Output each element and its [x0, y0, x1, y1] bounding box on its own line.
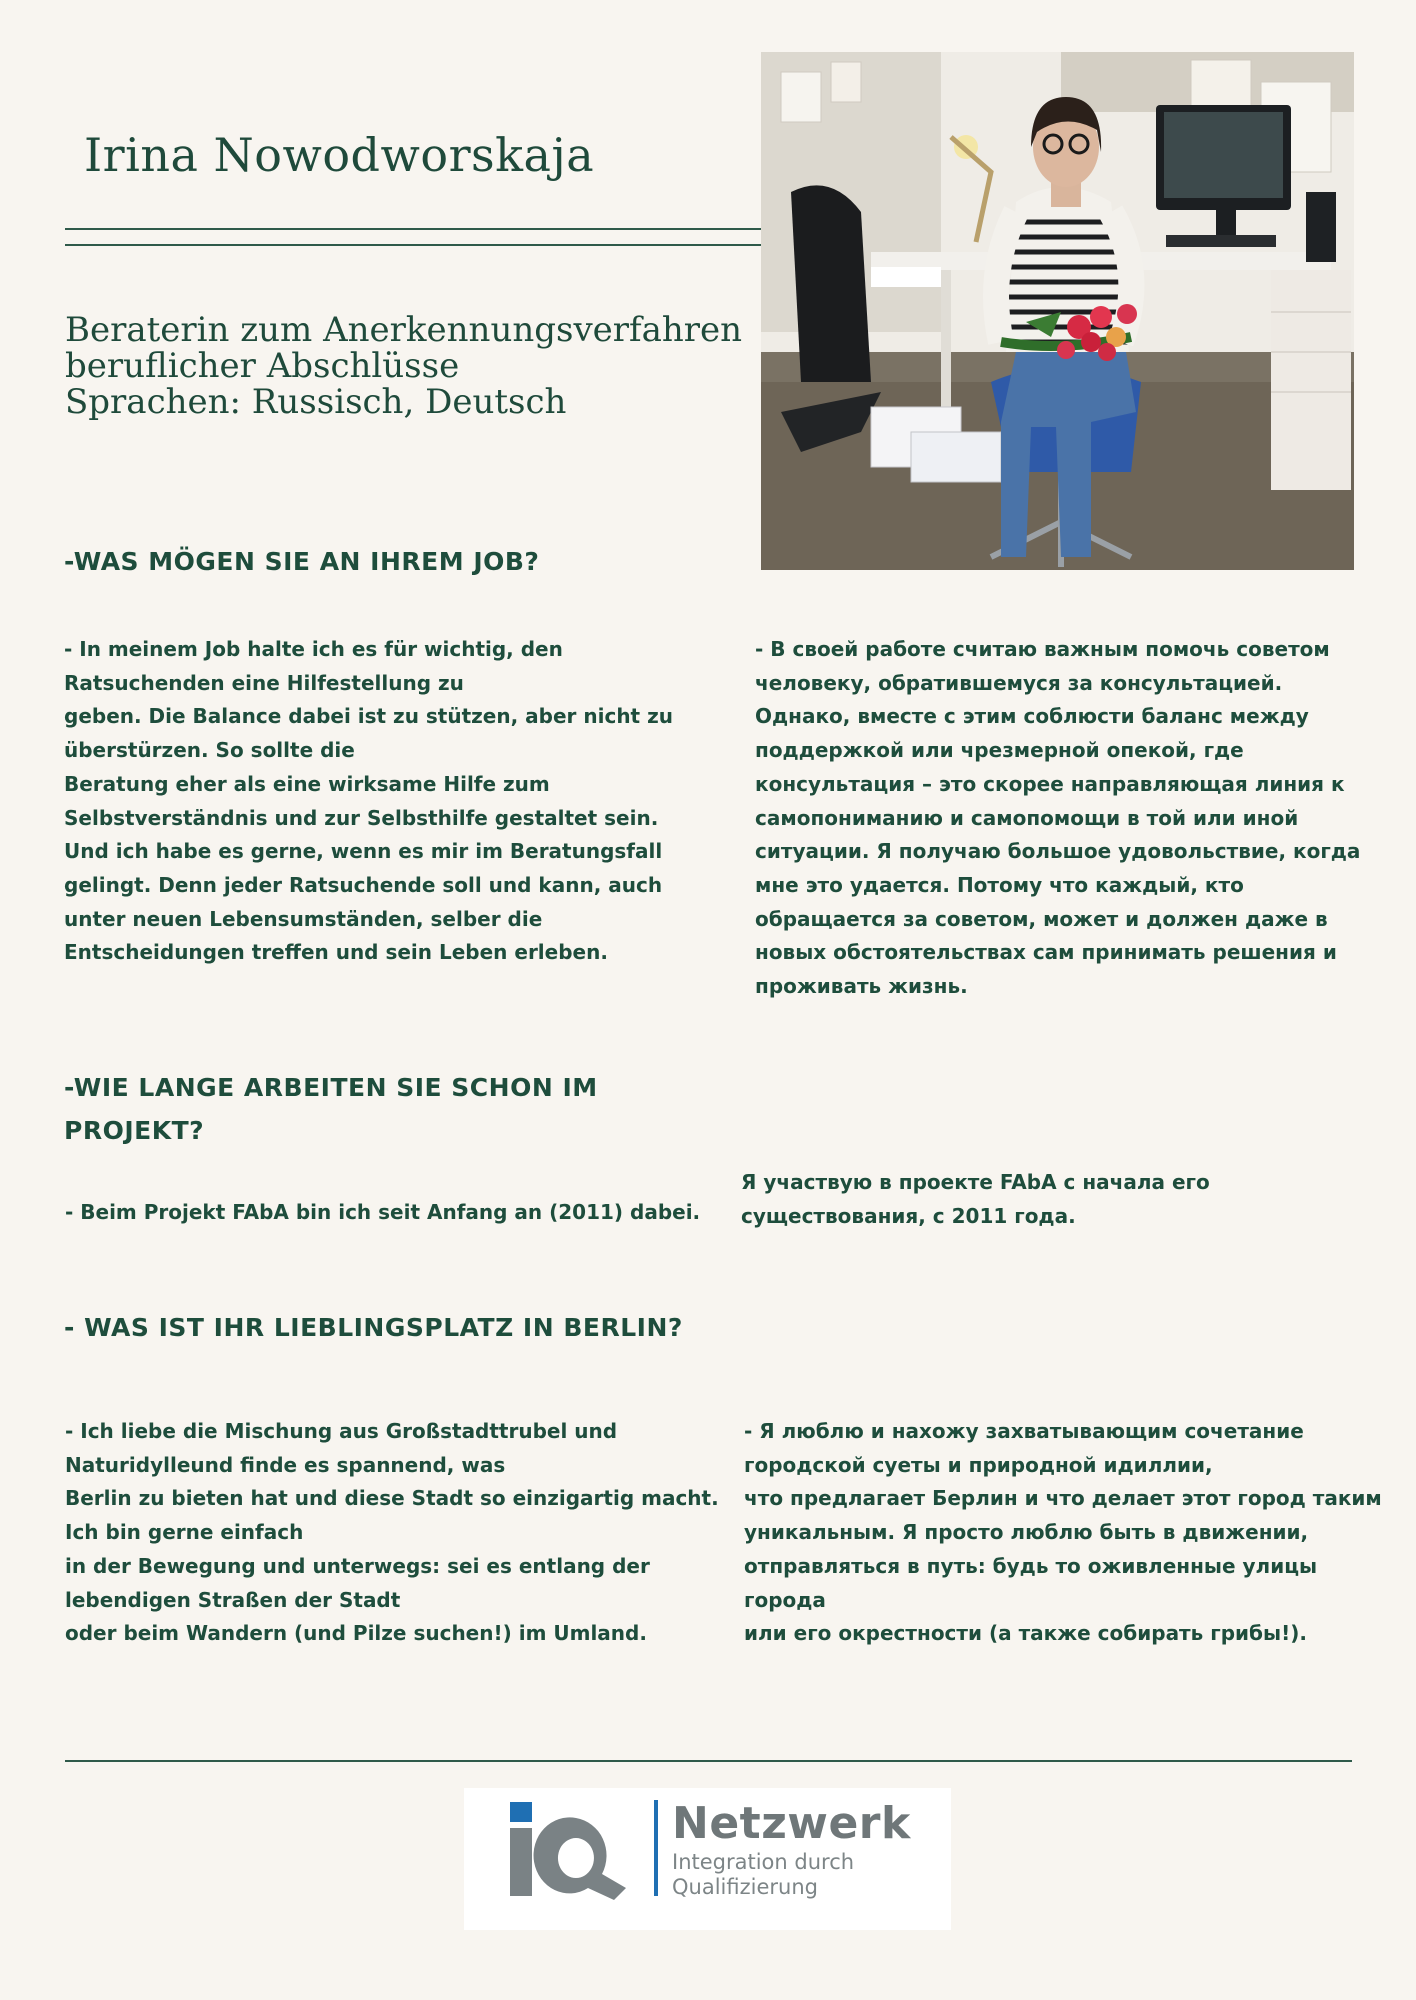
logo-wordmark: Netzwerk	[672, 1798, 911, 1849]
heading-line: -WAS MÖGEN SIE AN IHREM JOB?	[64, 547, 540, 576]
tagline-line: Qualifizierung	[672, 1875, 818, 1899]
iq-mark-icon	[464, 1788, 664, 1930]
answer-russian	[741, 1166, 1210, 1233]
text-line: проживать жизнь.	[755, 974, 968, 999]
divider	[65, 244, 763, 246]
text-line: unter neuen Lebensumständen, selber die	[64, 906, 543, 931]
text-line: Und ich habe es gerne, wenn es mir im Beratungsfall	[64, 839, 663, 864]
text-line: человеку, обратившемуся за консультацией.	[755, 670, 1283, 695]
text-line: Naturidylleund finde es spannend, was	[65, 1452, 506, 1477]
tagline-line: Integration durch	[672, 1850, 855, 1874]
text-line: Beratung eher als eine wirksame Hilfe zum	[64, 771, 550, 796]
text-line: Selbstverständnis und zur Selbsthilfe gestaltet sein.	[64, 805, 659, 830]
text-line: - В своей работе считаю важным помочь советом	[755, 637, 1330, 661]
text-line: или его окрестности (а также собирать грибы!).	[744, 1621, 1307, 1646]
text-line: - Ich liebe die Mischung aus Großstadttrubel und	[65, 1419, 618, 1443]
footer-divider	[65, 1760, 1352, 1762]
heading-line: PROJEKT?	[64, 1116, 205, 1145]
section-heading	[64, 1066, 684, 1152]
answer-russian	[744, 1415, 1382, 1651]
text-line: поддержкой или чрезмерной опекой, где	[755, 738, 1244, 763]
text-line: - Beim Projekt FAbA bin ich seit Anfang an (2011) dabei.	[65, 1200, 701, 1224]
answer-german	[65, 1196, 700, 1230]
section-heading	[64, 1306, 683, 1349]
divider	[65, 228, 763, 230]
heading-line: -WIE LANGE ARBEITEN SIE SCHON IM	[64, 1073, 598, 1102]
text-line: консультация – это скорее направляющая линия к	[755, 771, 1345, 796]
text-line: - Я люблю и нахожу захватывающим сочетание	[744, 1419, 1304, 1443]
text-line: lebendigen Straßen der Stadt	[65, 1587, 401, 1612]
text-line: обращается за советом, может и должен даже в	[755, 906, 1328, 931]
text-line: - In meinem Job halte ich es für wichtig, den	[64, 637, 563, 661]
text-line: geben. Die Balance dabei ist zu stützen, aber nicht zu	[64, 704, 673, 729]
text-line: Entscheidungen treffen und sein Leben erleben.	[64, 940, 608, 965]
text-line: мне это удается. Потому что каждый, кто	[755, 872, 1244, 897]
text-line: überstürzen. So sollte die	[64, 738, 355, 763]
text-line: уникальным. Я просто люблю быть в движении,	[744, 1520, 1309, 1545]
text-line: Ich bin gerne einfach	[65, 1520, 304, 1545]
text-line: Однако, вместе с этим соблюсти баланс между	[755, 704, 1309, 729]
languages-line: Sprachen: Russisch, Deutsch	[65, 382, 567, 422]
text-line: города	[744, 1587, 826, 1612]
role-line: beruflicher Abschlüsse	[65, 346, 460, 386]
text-line: Я участвую в проекте FAbA с начала его	[741, 1170, 1210, 1194]
text-line: Ratsuchenden eine Hilfestellung zu	[64, 670, 464, 695]
heading-line: - WAS IST IHR LIEBLINGSPLATZ IN BERLIN?	[64, 1313, 683, 1342]
role-description	[65, 312, 765, 420]
person-name: Irina Nowodworskaja	[84, 128, 595, 182]
logo-tagline	[672, 1850, 854, 1900]
text-line: oder beim Wandern (und Pilze suchen!) im Umland.	[65, 1621, 647, 1646]
section-heading	[64, 540, 539, 583]
text-line: самопониманию и самопомощи в той или иной	[755, 805, 1299, 830]
answer-german	[64, 633, 673, 970]
portrait-photo	[761, 52, 1354, 570]
iq-netzwerk-logo	[464, 1788, 951, 1930]
text-line: Berlin zu bieten hat und diese Stadt so einzigartig macht.	[65, 1486, 719, 1511]
text-line: существования, с 2011 года.	[741, 1203, 1076, 1228]
answer-russian	[755, 633, 1360, 1004]
text-line: городской суеты и природной идиллии,	[744, 1452, 1213, 1477]
role-line: Beraterin zum Anerkennungsverfahren	[65, 310, 743, 350]
answer-german	[65, 1415, 719, 1651]
text-line: ситуации. Я получаю большое удовольствие, когда	[755, 839, 1361, 864]
text-line: in der Bewegung und unterwegs: sei es entlang der	[65, 1553, 650, 1578]
text-line: отправляться в путь: будь то оживленные улицы	[744, 1553, 1318, 1578]
text-line: новых обстоятельствах сам принимать решения и	[755, 940, 1337, 965]
text-line: gelingt. Denn jeder Ratsuchende soll und kann, auch	[64, 872, 663, 897]
text-line: что предлагает Берлин и что делает этот город таким	[744, 1486, 1382, 1511]
